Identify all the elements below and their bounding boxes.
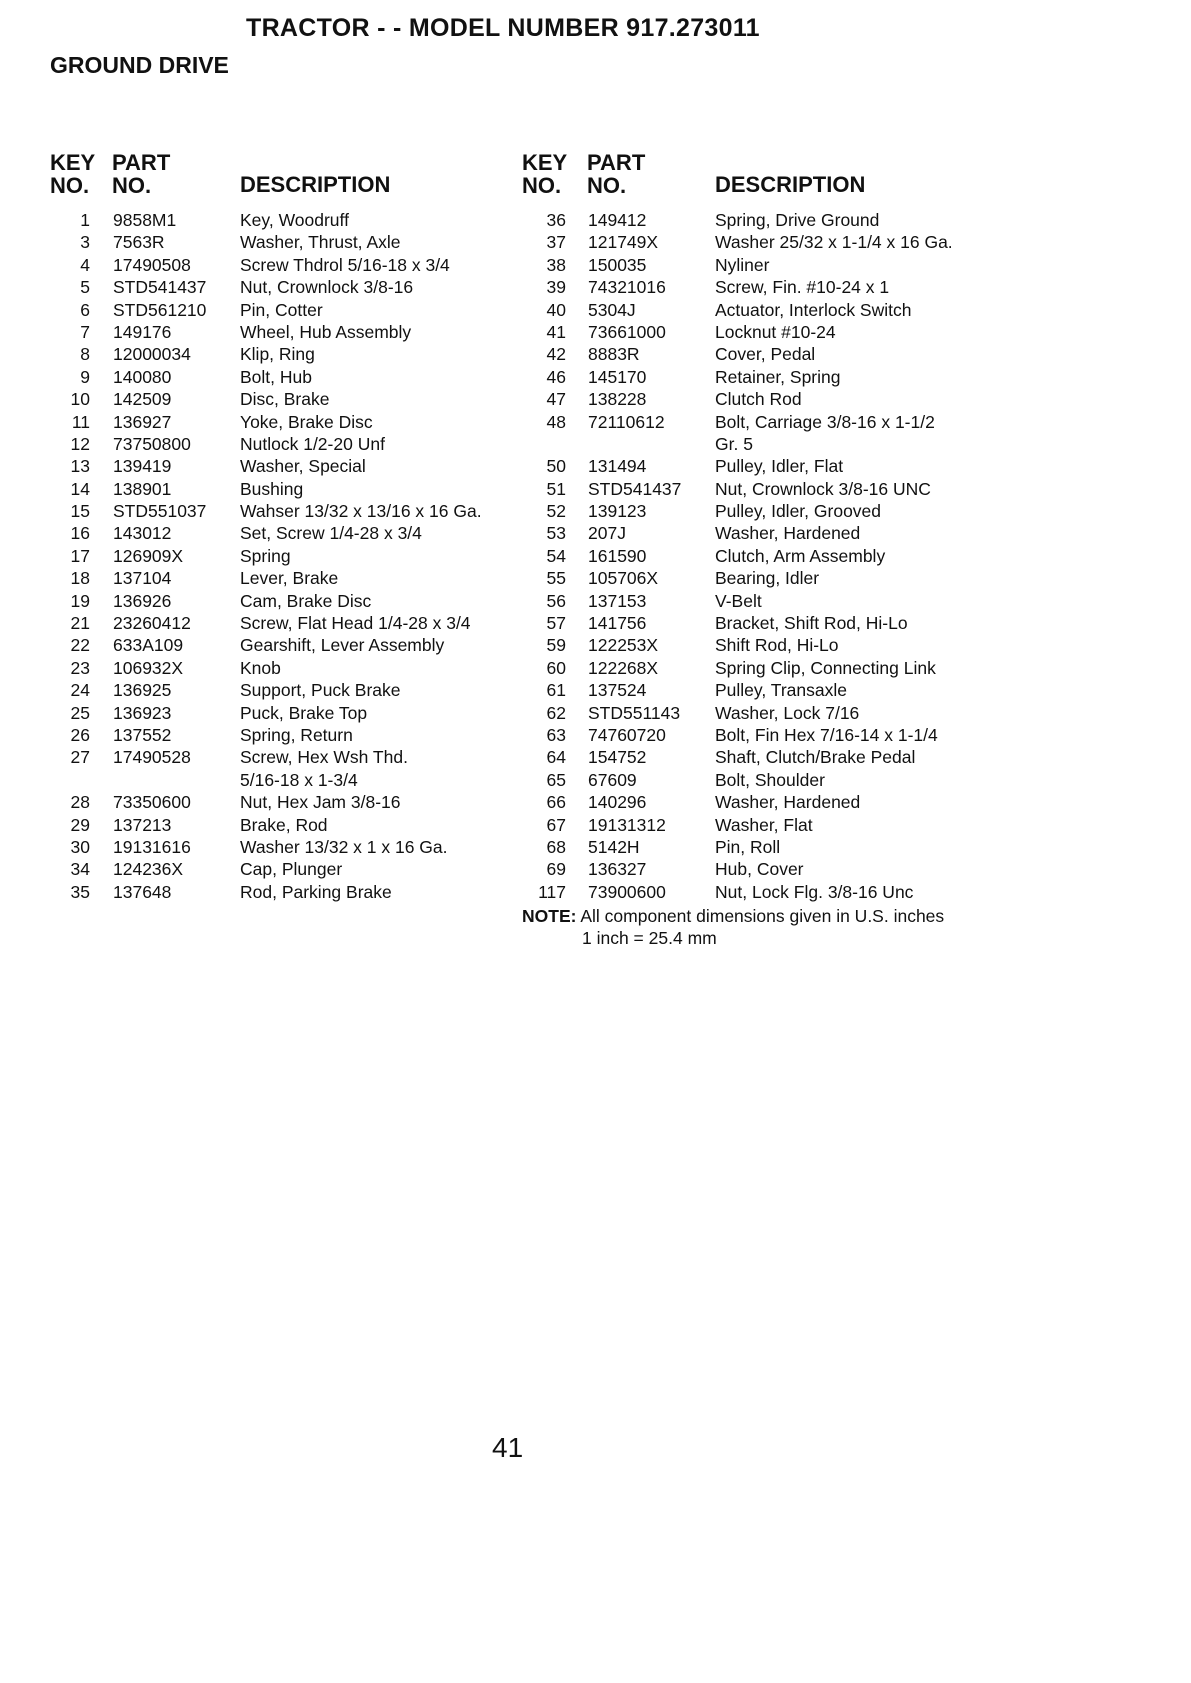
part-number: 124236X <box>113 859 184 880</box>
part-number: 140296 <box>588 792 647 813</box>
table-row <box>50 299 510 321</box>
part-description: Bracket, Shift Rod, Hi-Lo <box>715 613 908 634</box>
table-row <box>50 522 510 544</box>
table-row <box>522 455 982 477</box>
table-row <box>50 612 510 634</box>
header-key-no: NO. <box>50 173 90 198</box>
table-row <box>50 500 510 522</box>
table-row <box>50 679 510 701</box>
table-row <box>522 209 982 231</box>
part-description: Pin, Roll <box>715 836 781 857</box>
key-number: 29 <box>70 814 90 835</box>
key-number: 30 <box>70 836 90 857</box>
part-number: 23260412 <box>113 613 191 634</box>
header-part-no: NO. <box>112 173 152 198</box>
part-description: Spring, Drive Ground <box>715 210 880 230</box>
header-part: PART <box>587 150 646 175</box>
table-row <box>50 478 510 500</box>
key-number: 56 <box>546 590 566 611</box>
table-row <box>50 209 510 231</box>
part-description: Key, Woodruff <box>240 210 349 230</box>
key-number: 6 <box>80 299 90 320</box>
part-number: 5304J <box>588 299 636 320</box>
part-number: 137552 <box>113 724 172 745</box>
header-description: DESCRIPTION <box>715 172 866 197</box>
key-number: 13 <box>70 456 90 477</box>
table-row <box>50 814 510 836</box>
part-number: STD541437 <box>113 277 207 298</box>
table-row <box>522 276 982 298</box>
key-number: 54 <box>546 545 566 566</box>
key-number: 27 <box>70 747 90 768</box>
part-number: STD551037 <box>113 501 207 522</box>
key-number: 55 <box>546 568 566 589</box>
part-description: Lever, Brake <box>240 568 339 589</box>
part-number: 136927 <box>113 411 172 432</box>
table-row <box>522 321 982 343</box>
table-row <box>522 612 982 634</box>
header-key-no: NO. <box>522 173 562 198</box>
key-number: 53 <box>546 523 566 544</box>
key-number: 69 <box>546 859 566 880</box>
table-row <box>522 545 982 567</box>
key-number: 1 <box>80 210 90 230</box>
key-number: 37 <box>546 232 566 253</box>
key-number: 22 <box>70 635 90 656</box>
part-description: Washer, Thrust, Axle <box>240 232 401 253</box>
key-number: 17 <box>70 545 90 566</box>
key-number: 11 <box>71 411 90 432</box>
part-number: 139123 <box>588 501 647 522</box>
key-number: 57 <box>546 613 566 634</box>
part-description: Nutlock 1/2-20 Unf <box>240 433 385 454</box>
part-description: Gearshift, Lever Assembly <box>240 635 445 656</box>
part-description: Set, Screw 1/4-28 x 3/4 <box>240 523 422 544</box>
part-description: Shaft, Clutch/Brake Pedal <box>715 747 916 768</box>
key-number: 14 <box>70 478 90 499</box>
table-row <box>50 724 510 746</box>
key-number: 52 <box>546 501 566 522</box>
part-description: Washer, Hardened <box>715 792 861 813</box>
key-number: 23 <box>70 657 90 678</box>
key-number: 62 <box>546 702 566 723</box>
key-number: 67 <box>546 814 566 835</box>
part-description: Pulley, Idler, Grooved <box>715 501 882 522</box>
table-row <box>522 388 982 410</box>
part-description: Knob <box>240 657 281 678</box>
part-number: 137648 <box>113 881 172 902</box>
part-description: Nut, Lock Flg. 3/8-16 Unc <box>715 881 914 902</box>
part-number: 17490508 <box>113 254 191 275</box>
part-description: Nut, Crownlock 3/8-16 UNC <box>715 478 931 499</box>
part-description: Locknut #10-24 <box>715 321 836 342</box>
table-row <box>522 657 982 679</box>
part-description: Cover, Pedal <box>715 344 816 365</box>
table-row <box>522 478 982 500</box>
part-number: 106932X <box>113 657 184 678</box>
part-description: Bolt, Carriage 3/8-16 x 1-1/2 <box>715 411 935 432</box>
part-number: 136926 <box>113 590 172 611</box>
part-number: 137153 <box>588 590 647 611</box>
part-number: 137524 <box>588 680 647 701</box>
key-number: 40 <box>546 299 566 320</box>
note-text: All component dimensions given in U.S. inches <box>580 906 945 926</box>
part-number: 19131312 <box>588 814 666 835</box>
key-number: 64 <box>546 747 566 768</box>
table-row <box>522 567 982 589</box>
part-number: 142509 <box>113 389 172 410</box>
part-description: Bushing <box>240 478 304 499</box>
part-description: Washer, Special <box>240 456 366 477</box>
part-number: STD541437 <box>588 478 682 499</box>
table-row <box>522 679 982 701</box>
key-number: 38 <box>546 254 566 275</box>
part-description: Clutch, Arm Assembly <box>715 545 886 566</box>
table-row <box>50 455 510 477</box>
note-label: NOTE: <box>522 906 577 926</box>
key-number: 63 <box>546 724 566 745</box>
part-number: 136327 <box>588 859 647 880</box>
parts-list-left <box>50 209 510 903</box>
part-number: 137213 <box>113 814 172 835</box>
table-row <box>522 881 982 903</box>
key-number: 5 <box>80 277 90 298</box>
table-row <box>50 881 510 903</box>
part-number: 138228 <box>588 389 647 410</box>
table-row <box>522 702 982 724</box>
parts-column-right <box>522 150 982 903</box>
part-number: 122253X <box>588 635 659 656</box>
table-row <box>50 702 510 724</box>
part-description: Gr. 5 <box>715 433 753 454</box>
key-number: 39 <box>546 277 566 298</box>
part-number: STD551143 <box>588 702 681 723</box>
table-row <box>522 814 982 836</box>
part-description: Screw, Flat Head 1/4-28 x 3/4 <box>240 613 471 634</box>
key-number: 47 <box>546 389 566 410</box>
table-row <box>522 231 982 253</box>
part-description: Bearing, Idler <box>715 568 820 589</box>
part-description: Wahser 13/32 x 13/16 x 16 Ga. <box>240 501 482 522</box>
part-description: Actuator, Interlock Switch <box>715 299 912 320</box>
column-header <box>50 150 510 198</box>
part-number: 67609 <box>588 769 637 790</box>
part-description: Retainer, Spring <box>715 366 841 387</box>
table-row <box>50 858 510 880</box>
header-description: DESCRIPTION <box>240 172 391 197</box>
table-row <box>522 366 982 388</box>
part-description: Rod, Parking Brake <box>240 881 392 902</box>
part-description: Washer 25/32 x 1-1/4 x 16 Ga. <box>715 232 953 253</box>
part-number: 8883R <box>588 344 640 365</box>
key-number: 12 <box>70 433 90 454</box>
key-number: 117 <box>538 881 566 902</box>
part-description: Yoke, Brake Disc <box>240 411 373 432</box>
key-number: 36 <box>546 210 566 230</box>
part-number: 74760720 <box>588 724 666 745</box>
part-number: 105706X <box>588 568 659 589</box>
table-row <box>50 321 510 343</box>
part-number: 150035 <box>588 254 647 275</box>
part-number: 126909X <box>113 545 184 566</box>
key-number: 60 <box>546 657 566 678</box>
table-row <box>522 299 982 321</box>
table-row <box>50 590 510 612</box>
part-number: 633A109 <box>113 635 184 656</box>
key-number: 28 <box>70 792 90 813</box>
column-header <box>522 150 982 198</box>
table-row <box>522 522 982 544</box>
key-number: 42 <box>546 344 566 365</box>
key-number: 4 <box>80 254 90 275</box>
part-description: Pulley, Transaxle <box>715 680 847 701</box>
table-row <box>50 231 510 253</box>
part-description: Clutch Rod <box>715 389 802 410</box>
header-key: KEY <box>50 150 96 175</box>
part-number: 9858M1 <box>113 210 177 230</box>
part-number: 161590 <box>588 545 647 566</box>
part-number: 131494 <box>588 456 647 477</box>
part-number: 137104 <box>113 568 172 589</box>
table-row <box>50 657 510 679</box>
part-number: 154752 <box>588 747 647 768</box>
table-row <box>522 433 982 455</box>
page-number: 41 <box>492 1432 524 1463</box>
part-description: Screw Thdrol 5/16-18 x 3/4 <box>240 254 450 275</box>
part-description: Cam, Brake Disc <box>240 590 372 611</box>
part-description: Nut, Crownlock 3/8-16 <box>240 277 414 298</box>
part-description: Washer, Hardened <box>715 523 861 544</box>
part-description: Disc, Brake <box>240 389 330 410</box>
table-row <box>50 746 510 768</box>
part-number: 121749X <box>588 232 659 253</box>
table-row <box>522 500 982 522</box>
key-number: 66 <box>546 792 566 813</box>
part-number: 136925 <box>113 680 172 701</box>
table-row <box>522 858 982 880</box>
part-description: Brake, Rod <box>240 814 328 835</box>
table-row <box>50 343 510 365</box>
table-row <box>522 343 982 365</box>
part-description: Screw, Hex Wsh Thd. <box>240 747 408 768</box>
table-row <box>522 590 982 612</box>
key-number: 41 <box>546 321 566 342</box>
part-number: 19131616 <box>113 836 191 857</box>
part-description: Support, Puck Brake <box>240 680 401 701</box>
key-number: 25 <box>70 702 90 723</box>
part-description: Nut, Hex Jam 3/8-16 <box>240 792 401 813</box>
table-row <box>50 254 510 276</box>
note-conversion: 1 inch = 25.4 mm <box>582 928 717 948</box>
part-description: Shift Rod, Hi-Lo <box>715 635 839 656</box>
table-row <box>522 254 982 276</box>
part-number: STD561210 <box>113 299 207 320</box>
key-number: 68 <box>546 836 566 857</box>
key-number: 50 <box>546 456 566 477</box>
part-number: 138901 <box>113 478 172 499</box>
table-row <box>50 567 510 589</box>
part-description: V-Belt <box>715 590 762 611</box>
part-description: Screw, Fin. #10-24 x 1 <box>715 277 890 298</box>
page-title: TRACTOR - - MODEL NUMBER 917.273011 <box>246 14 760 42</box>
part-description: Spring Clip, Connecting Link <box>715 657 936 678</box>
part-description: Washer, Lock 7/16 <box>715 702 860 723</box>
part-description: Klip, Ring <box>240 344 315 365</box>
key-number: 24 <box>70 680 90 701</box>
part-number: 141756 <box>588 613 647 634</box>
table-row <box>522 836 982 858</box>
key-number: 9 <box>80 366 90 387</box>
parts-column-left <box>50 150 510 903</box>
header-part: PART <box>112 150 171 175</box>
part-description: Cap, Plunger <box>240 859 343 880</box>
header-key: KEY <box>522 150 568 175</box>
key-number: 61 <box>546 680 566 701</box>
key-number: 35 <box>70 881 90 902</box>
part-description: Washer, Flat <box>715 814 813 835</box>
part-description: Washer 13/32 x 1 x 16 Ga. <box>240 836 448 857</box>
part-number: 7563R <box>113 232 165 253</box>
part-description: Spring, Return <box>240 724 353 745</box>
part-number: 207J <box>588 523 626 544</box>
table-row <box>522 634 982 656</box>
part-number: 73750800 <box>113 433 191 454</box>
part-number: 149412 <box>588 210 647 230</box>
part-number: 17490528 <box>113 747 191 768</box>
table-row <box>522 746 982 768</box>
key-number: 16 <box>70 523 90 544</box>
part-description: Bolt, Hub <box>240 366 312 387</box>
parts-list-right <box>522 209 982 903</box>
dimension-note <box>522 905 944 927</box>
part-description: Hub, Cover <box>715 859 804 880</box>
table-row <box>50 366 510 388</box>
part-description: Nyliner <box>715 254 770 275</box>
table-row <box>50 388 510 410</box>
part-description: Pin, Cotter <box>240 299 323 320</box>
table-row <box>50 411 510 433</box>
key-number: 26 <box>70 724 90 745</box>
key-number: 65 <box>546 769 566 790</box>
table-row <box>50 634 510 656</box>
key-number: 59 <box>546 635 566 656</box>
section-title: GROUND DRIVE <box>50 52 229 78</box>
part-number: 139419 <box>113 456 172 477</box>
part-description: Pulley, Idler, Flat <box>715 456 844 477</box>
key-number: 3 <box>80 232 90 253</box>
part-number: 145170 <box>588 366 647 387</box>
part-number: 143012 <box>113 523 172 544</box>
key-number: 48 <box>546 411 566 432</box>
part-number: 12000034 <box>113 344 191 365</box>
key-number: 18 <box>70 568 90 589</box>
part-description: Bolt, Fin Hex 7/16-14 x 1-1/4 <box>715 724 938 745</box>
part-number: 74321016 <box>588 277 666 298</box>
part-number: 73350600 <box>113 792 191 813</box>
key-number: 19 <box>70 590 90 611</box>
key-number: 46 <box>546 366 566 387</box>
part-description: Bolt, Shoulder <box>715 769 825 790</box>
table-row <box>522 411 982 433</box>
part-number: 149176 <box>113 321 172 342</box>
key-number: 7 <box>80 321 90 342</box>
table-row <box>522 791 982 813</box>
table-row <box>50 769 510 791</box>
key-number: 21 <box>70 613 90 634</box>
part-description: Spring <box>240 545 291 566</box>
table-row <box>50 836 510 858</box>
key-number: 51 <box>546 478 566 499</box>
key-number: 8 <box>80 344 90 365</box>
table-row <box>522 724 982 746</box>
part-number: 72110612 <box>588 411 665 432</box>
header-part-no: NO. <box>587 173 627 198</box>
table-row <box>50 791 510 813</box>
key-number: 34 <box>70 859 90 880</box>
key-number: 10 <box>70 389 90 410</box>
table-row <box>522 769 982 791</box>
part-description: Wheel, Hub Assembly <box>240 321 412 342</box>
part-number: 136923 <box>113 702 172 723</box>
part-number: 140080 <box>113 366 172 387</box>
table-row <box>50 276 510 298</box>
part-number: 122268X <box>588 657 659 678</box>
part-number: 73661000 <box>588 321 666 342</box>
table-row <box>50 433 510 455</box>
table-row <box>50 545 510 567</box>
key-number: 15 <box>70 501 90 522</box>
part-number: 5142H <box>588 836 640 857</box>
part-description: Puck, Brake Top <box>240 702 368 723</box>
part-description: 5/16-18 x 1-3/4 <box>240 769 358 790</box>
part-number: 73900600 <box>588 881 666 902</box>
